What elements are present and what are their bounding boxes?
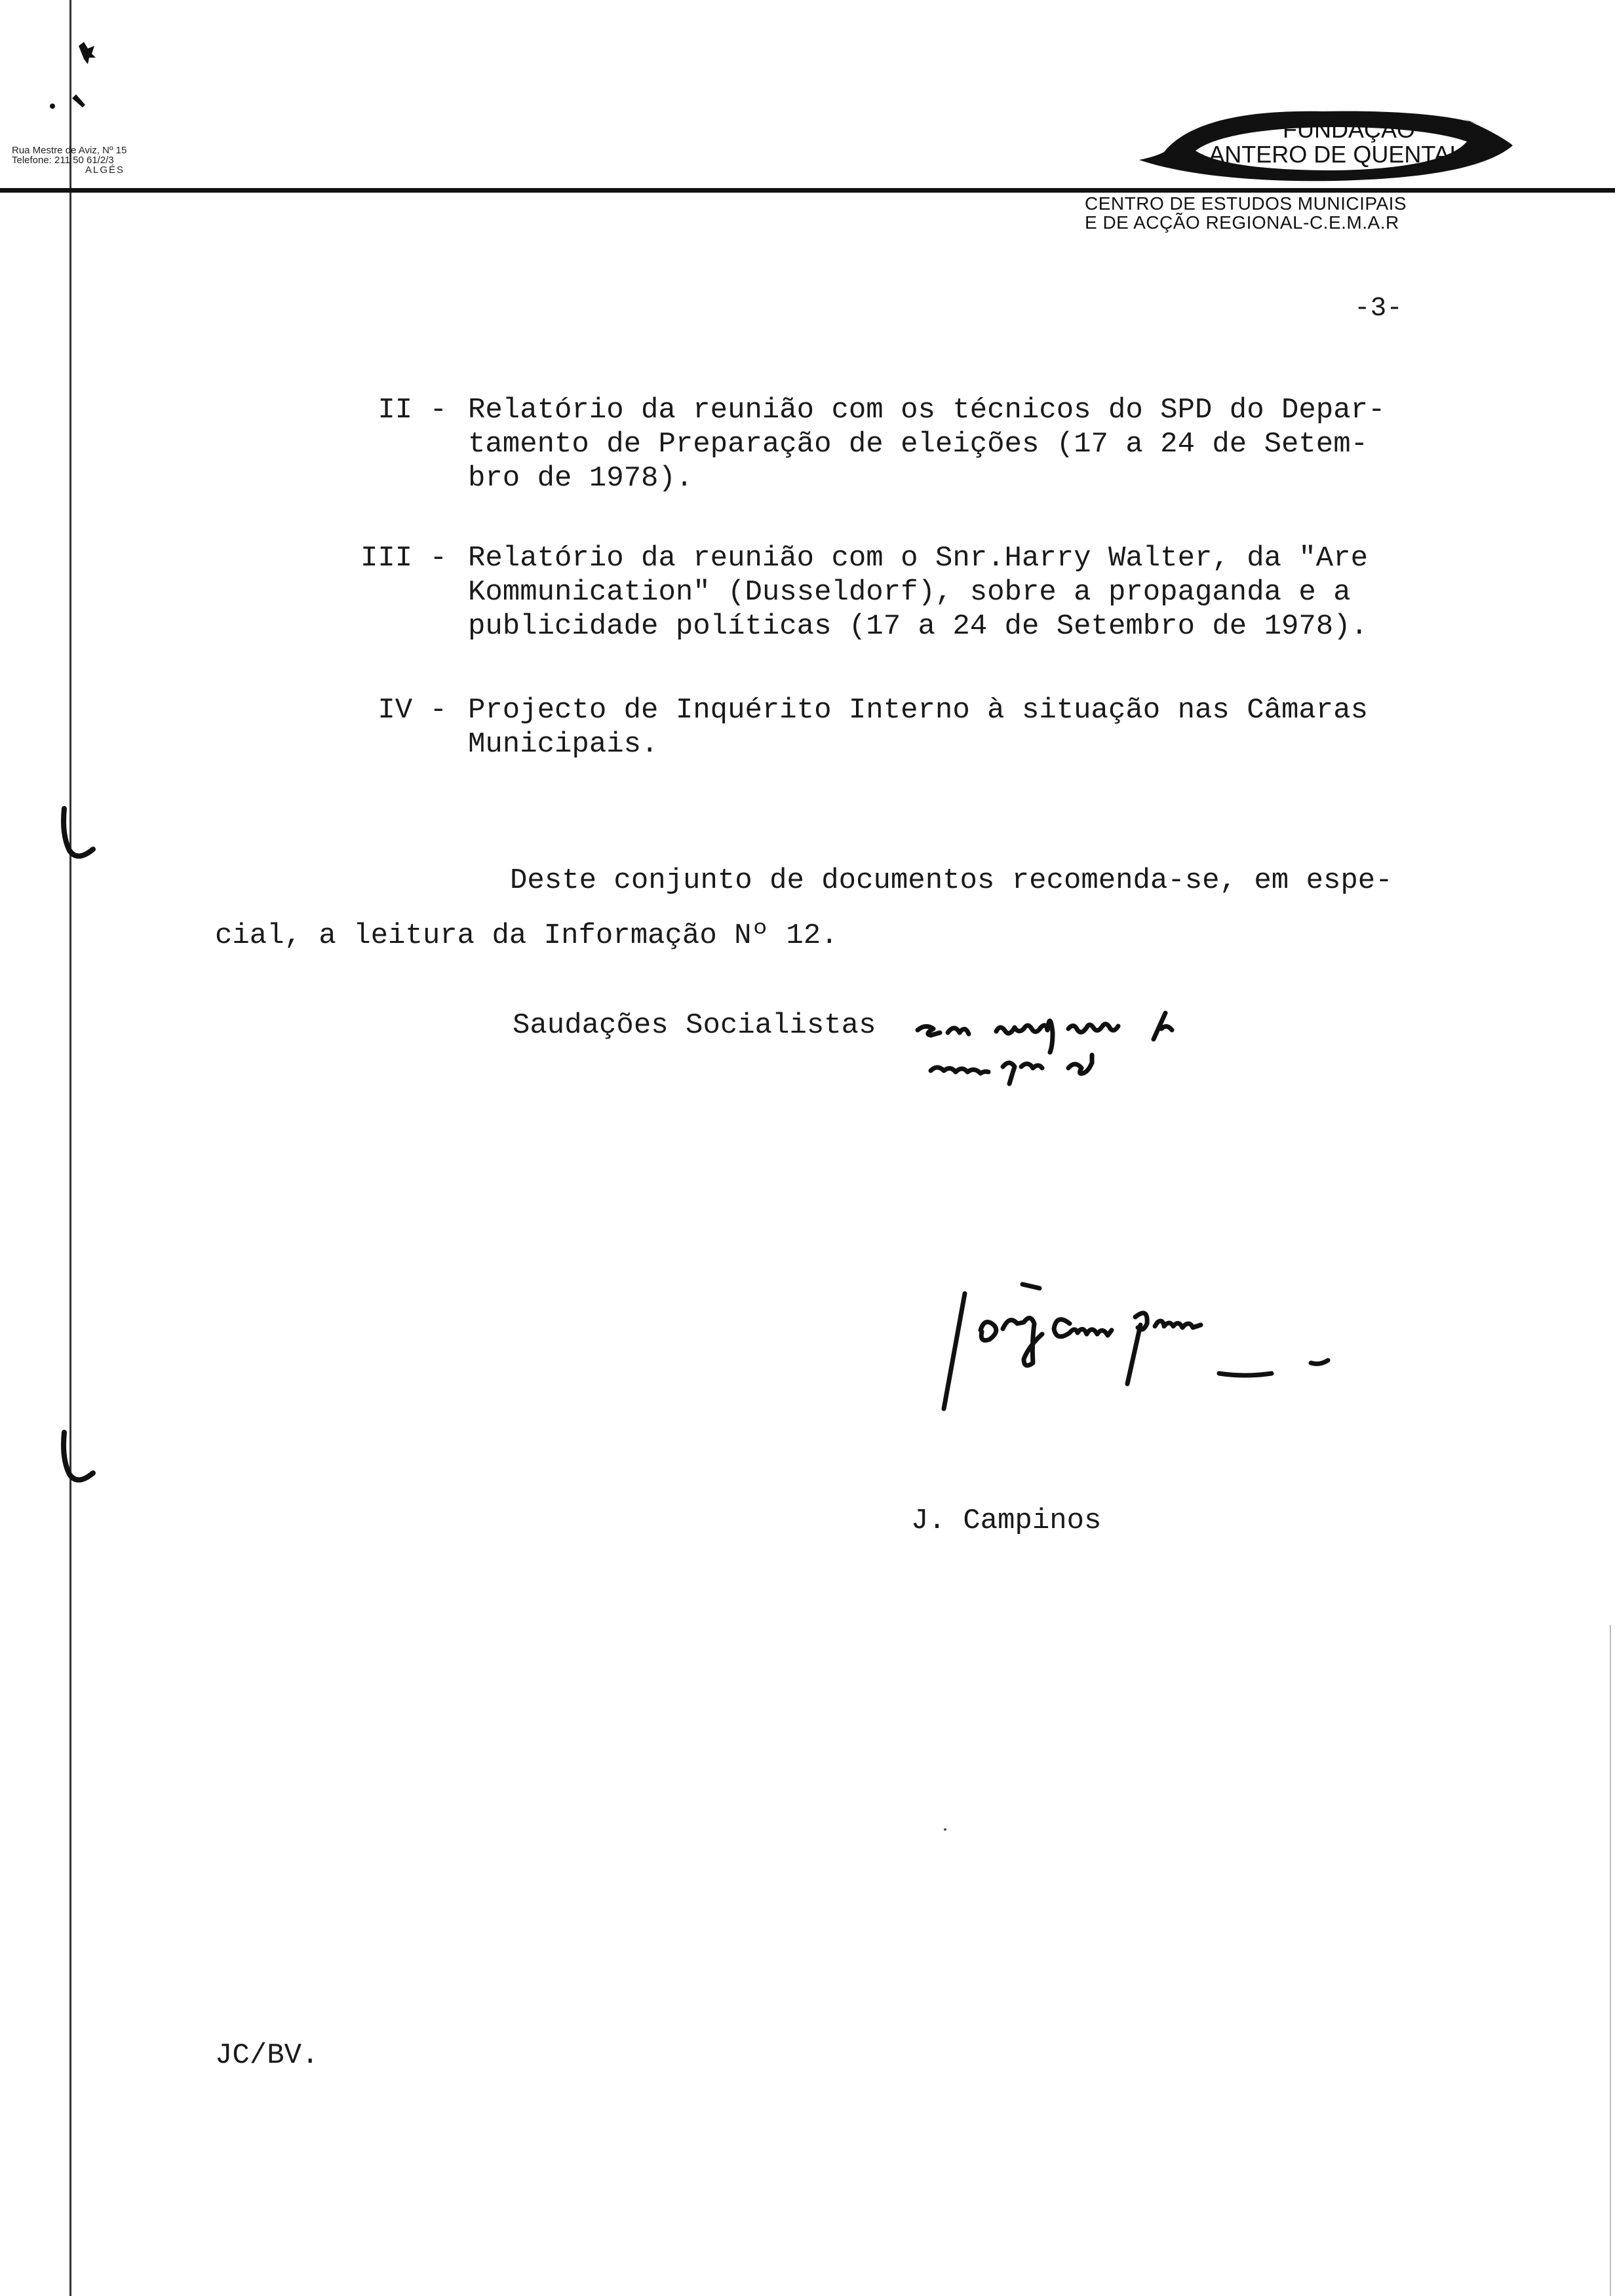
punch-mark <box>33 805 105 864</box>
logo-text-antero: ANTERO DE QUENTAL <box>1209 141 1463 168</box>
organization-name <box>1085 194 1407 232</box>
address-phone: Telefone: 211 50 61/2/3 <box>12 155 114 166</box>
item-line: publicidade políticas (17 a 24 de Setembro de 1978). <box>468 610 1369 643</box>
address-town: ALGÉS <box>85 164 125 176</box>
item-line: bro de 1978). <box>468 462 693 495</box>
header-rule <box>0 188 1615 193</box>
list-item <box>468 693 1530 761</box>
signature <box>918 1245 1390 1435</box>
page-number: -3- <box>1354 294 1403 324</box>
item-number: III - <box>360 542 447 575</box>
reference-initials: JC/BV. <box>215 2039 319 2072</box>
scan-speck <box>944 1828 946 1831</box>
fundacao-logo <box>1139 105 1513 185</box>
punch-mark <box>33 1428 105 1487</box>
closing-line: Deste conjunto de documentos recomenda-se, em espe- <box>510 864 1393 897</box>
item-number: II - <box>378 394 447 427</box>
closing-paragraph <box>215 853 1526 963</box>
margin-line <box>69 0 71 2296</box>
organization-name-line2: E DE ACÇÃO REGIONAL-C.E.M.A.R <box>1085 212 1399 233</box>
logo-text-fundacao: FUNDAÇÃO <box>1282 116 1416 143</box>
item-line: Municipais. <box>468 728 659 761</box>
item-line: Relatório da reunião com os técnicos do SPD do Depar- <box>468 394 1386 427</box>
scan-mark-top-left <box>33 26 131 118</box>
item-line: Projecto de Inquérito Interno à situação nas Câmaras <box>468 694 1369 727</box>
signer-name: J. Campinos <box>911 1504 1102 1537</box>
item-number: IV - <box>378 694 447 727</box>
item-line: Relatório da reunião com o Snr.Harry Walter, da "Are <box>468 542 1369 575</box>
list-item <box>468 541 1530 643</box>
handwritten-note <box>905 1003 1376 1101</box>
greeting: Saudações Socialistas <box>513 1009 876 1042</box>
list-item <box>468 393 1530 495</box>
item-line: tamento de Preparação de eleições (17 a 24 de Setem- <box>468 428 1369 461</box>
organization-name-line1: CENTRO DE ESTUDOS MUNICIPAIS <box>1085 193 1407 214</box>
address-street: Rua Mestre de Aviz, Nº 15 <box>12 145 127 156</box>
item-line: Kommunication" (Dusseldorf), sobre a propaganda e a <box>468 576 1351 609</box>
address-block <box>12 145 126 175</box>
page-edge <box>1610 1625 1611 2296</box>
closing-line: cial, a leitura da Informação Nº 12. <box>215 919 838 952</box>
